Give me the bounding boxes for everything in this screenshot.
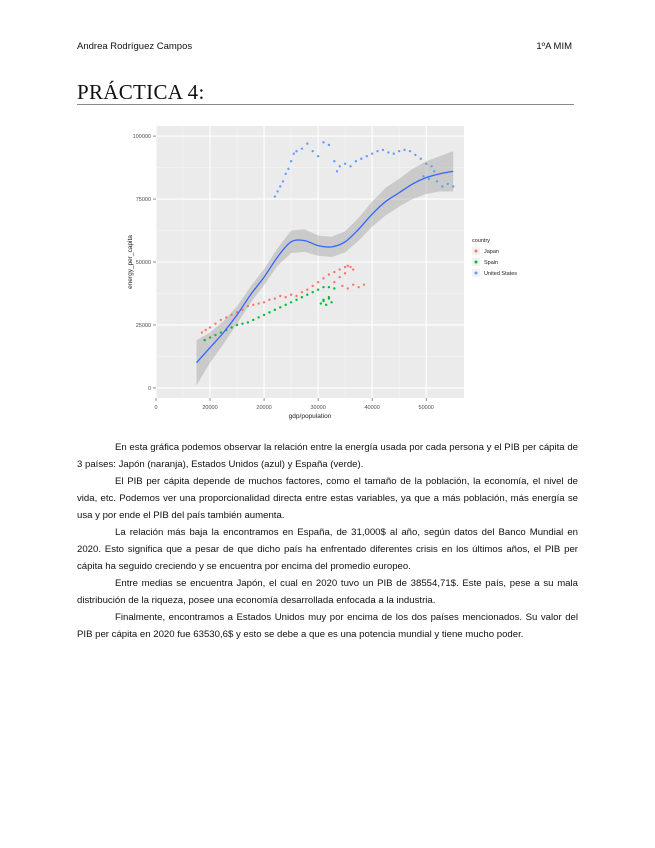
data-point (284, 173, 286, 175)
data-point (257, 302, 259, 304)
paragraph-1: En esta gráfica podemos observar la relación entre la energía usada por cada persona y el PIB per cápita de 3 países: Japón (naranja), Estados Unidos (azul) y España (verde). (77, 442, 578, 470)
data-point (290, 294, 292, 296)
data-point (290, 160, 292, 162)
x-tick-label: 0 (154, 405, 158, 411)
data-point (322, 277, 324, 279)
data-point (352, 268, 354, 270)
data-point (447, 183, 449, 185)
scatter-chart (108, 118, 548, 428)
data-point (425, 163, 427, 165)
data-point (344, 266, 346, 268)
data-point (274, 309, 276, 311)
data-point (214, 334, 216, 336)
data-point (317, 289, 319, 291)
data-point (236, 324, 238, 326)
data-point (203, 339, 205, 341)
data-point (214, 323, 216, 325)
paragraph-2: El PIB per cápita depende de muchos factores, como el tamaño de la población, la economía, el nivel de vida, etc. Podemos ver una proporcionalidad directa entre estas variables, ya que a más población, más energía se usa y por ende el PIB del país también aumenta. (77, 476, 578, 521)
data-point (430, 165, 432, 167)
data-point (241, 323, 243, 325)
data-point (301, 291, 303, 293)
data-point (306, 289, 308, 291)
data-point (301, 147, 303, 149)
data-point (230, 314, 232, 316)
data-point (393, 153, 395, 155)
data-point (284, 296, 286, 298)
data-point (230, 326, 232, 328)
data-point (247, 321, 249, 323)
data-point (398, 150, 400, 152)
legend-marker (475, 261, 478, 264)
y-tick-label: 50000 (135, 260, 151, 266)
data-point (371, 153, 373, 155)
page-header (77, 41, 572, 55)
title-divider (77, 104, 574, 105)
data-point (352, 283, 354, 285)
data-point (290, 301, 292, 303)
data-point (330, 301, 332, 303)
author-name: Andrea Rodríguez Campos (77, 41, 193, 52)
x-tick-label: 40000 (364, 405, 380, 411)
data-point (387, 151, 389, 153)
data-point (312, 150, 314, 152)
data-point (268, 311, 270, 313)
data-point (360, 158, 362, 160)
data-point (422, 175, 424, 177)
data-point (257, 316, 259, 318)
x-tick-label: 20000 (256, 405, 272, 411)
data-point (328, 144, 330, 146)
data-point (382, 149, 384, 151)
data-point (220, 319, 222, 321)
y-tick-label: 0 (147, 385, 151, 392)
paragraph-4: Entre medias se encuentra Japón, el cual en 2020 tuvo un PIB de 38554,71$. Este país, pese a su mala distribución de la riqueza, posee una economía desarrollada enfocada a la industria. (77, 578, 578, 606)
data-point (333, 160, 335, 162)
y-tick-label: 25000 (135, 322, 151, 329)
data-point (279, 185, 281, 187)
paragraph-5: Finalmente, encontramos a Estados Unidos muy por encima de los dos países mencionados. Su valor del PIB per cápita en 2020 fue 63530,6$ y esto se debe a que es una potencia mundial y tiene mucho poder. (77, 612, 578, 640)
data-point (247, 305, 249, 307)
x-axis-label: gdp/population (288, 413, 332, 420)
data-point (344, 163, 346, 165)
y-tick-label: 100000 (132, 134, 151, 141)
data-point (339, 165, 341, 167)
data-point (209, 326, 211, 328)
data-point (349, 165, 351, 167)
body-text (77, 439, 578, 643)
data-point (279, 295, 281, 297)
data-point (279, 306, 281, 308)
data-point (344, 272, 346, 274)
data-point (263, 301, 265, 303)
data-point (414, 154, 416, 156)
legend-label: Japan (484, 249, 499, 255)
data-point (268, 299, 270, 301)
legend-marker (475, 250, 478, 253)
data-point (366, 155, 368, 157)
data-point (339, 268, 341, 270)
data-point (252, 304, 254, 306)
data-point (274, 297, 276, 299)
legend-label: United States (484, 271, 518, 277)
data-point (336, 170, 338, 172)
data-point (312, 285, 314, 287)
data-point (201, 331, 203, 333)
data-point (317, 155, 319, 157)
data-point (276, 190, 278, 192)
data-point (295, 299, 297, 301)
data-point (325, 304, 327, 306)
data-point (209, 336, 211, 338)
data-point (347, 287, 349, 289)
data-point (333, 271, 335, 273)
data-point (306, 142, 308, 144)
data-point (306, 294, 308, 296)
data-point (433, 170, 435, 172)
data-point (225, 316, 227, 318)
data-point (347, 265, 349, 267)
data-point (452, 185, 454, 187)
data-point (333, 281, 335, 283)
data-point (349, 266, 351, 268)
data-point (428, 178, 430, 180)
paragraph-3: La relación más baja la encontramos en España, de 31,000$ al año, según datos del Banco Mundial en 2020. Esto significa que a pesar de que dicho país ha enfrentado diferentes crisis en los últimos años, el PIB per cápita ha seguido creciendo y se encuentra por encima del promedio europeo. (77, 527, 578, 572)
data-point (322, 141, 324, 143)
data-point (376, 150, 378, 152)
data-point (420, 158, 422, 160)
data-point (220, 331, 222, 333)
data-point (441, 185, 443, 187)
data-point (333, 287, 335, 289)
data-point (252, 319, 254, 321)
data-point (328, 297, 330, 299)
data-point (357, 286, 359, 288)
legend-title: country (472, 238, 491, 244)
data-point (293, 153, 295, 155)
data-point (312, 291, 314, 293)
legend-marker (475, 272, 478, 275)
page-title: PRÁCTICA 4: (77, 80, 205, 104)
data-point (363, 283, 365, 285)
legend-label: Spain (484, 260, 499, 266)
y-axis-label: energy_per_capita (127, 235, 134, 289)
scatter-chart-figure (108, 118, 548, 428)
x-tick-label: 50000 (418, 405, 434, 411)
x-tick-label: 30000 (310, 405, 326, 411)
data-point (322, 300, 324, 302)
data-point (295, 295, 297, 297)
data-point (295, 150, 297, 152)
data-point (409, 150, 411, 152)
data-point (287, 168, 289, 170)
data-point (274, 195, 276, 197)
x-tick-label: 20000 (202, 405, 218, 411)
data-point (282, 180, 284, 182)
data-point (328, 273, 330, 275)
data-point (322, 286, 324, 288)
data-point (320, 302, 322, 304)
course-label: 1ºA MIM (536, 41, 572, 52)
data-point (339, 276, 341, 278)
data-point (403, 149, 405, 151)
data-point (436, 180, 438, 182)
data-point (317, 281, 319, 283)
data-point (263, 314, 265, 316)
y-tick-label: 75000 (135, 197, 151, 204)
data-point (205, 329, 207, 331)
data-point (284, 304, 286, 306)
data-point (355, 160, 357, 162)
data-point (328, 286, 330, 288)
data-point (301, 296, 303, 298)
data-point (341, 285, 343, 287)
